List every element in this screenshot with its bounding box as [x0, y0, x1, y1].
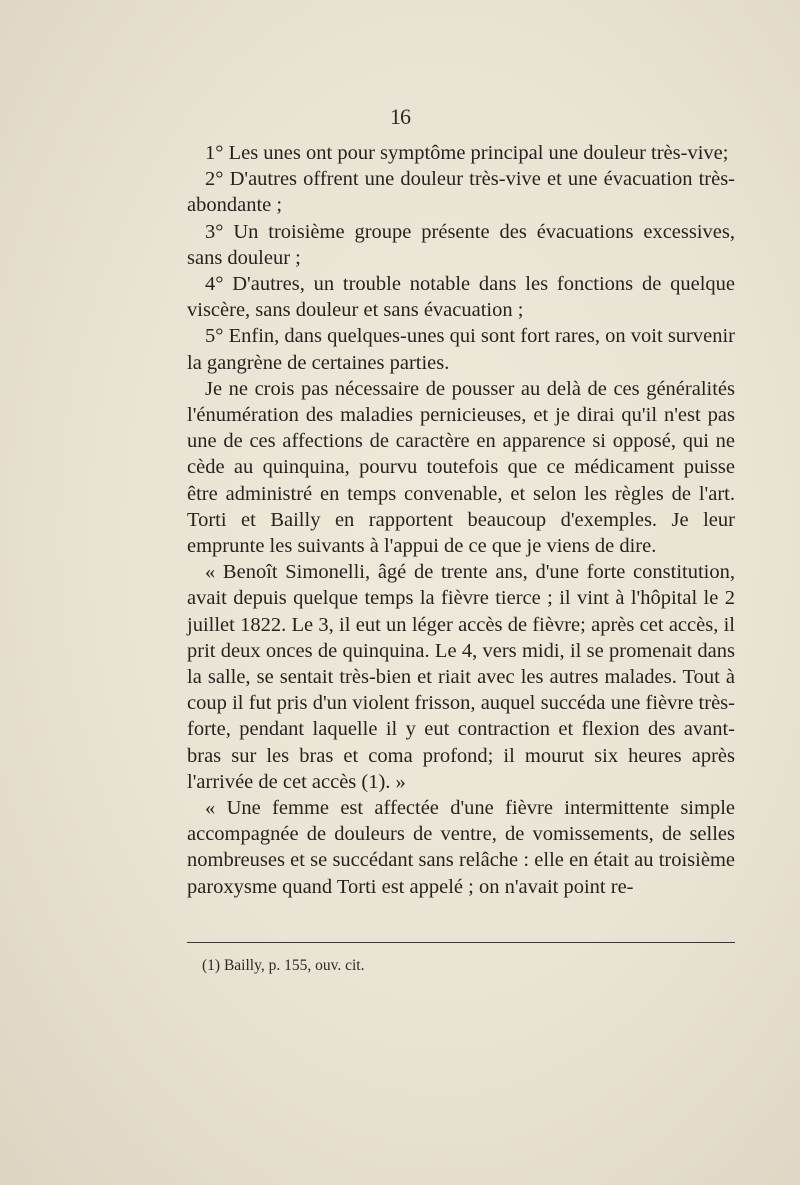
paragraph-8: « Une femme est affectée d'une fièvre intermittente simple accompagnée de douleurs de ventre, de vomissements, de selles nombreuses et se succédant sans relâche : elle en était au troisième paroxysme quand Torti est appelé ; on n'avait point re-: [187, 797, 735, 898]
paragraph-4: 4° D'autres, un trouble notable dans les fonctions de quelque viscère, sans douleur et sans évacuation ;: [187, 273, 735, 322]
footnote-rule: [187, 942, 735, 943]
page-number: 16: [390, 104, 410, 129]
footnote: (1) Bailly, p. 155, ouv. cit.: [202, 957, 365, 974]
paragraph-3: 3° Un troisième groupe présente des évacuations excessives, sans douleur ;: [187, 220, 735, 269]
paragraph-1: 1° Les unes ont pour symptôme principal une douleur très-vive;: [205, 142, 729, 164]
body-text: [187, 140, 735, 900]
paragraph-2: 2° D'autres offrent une douleur très-vive et une évacuation très-abondante ;: [187, 168, 735, 217]
paragraph-6: Je ne crois pas nécessaire de pousser au delà de ces généralités l'énumération des maladies pernicieuses, et je dirai qu'il n'est pas une de ces affections de caractère en apparence si opposé, qui ne cède au quinquina, pourvu toutefois que ce médicament puisse être administré en temps convenable, et selon les règles de l'art. Torti et Bailly en rapportent beaucoup d'exemples. Je leur emprunte les suivants à l'appui de ce que je viens de dire.: [187, 377, 735, 558]
paragraph-7: « Benoît Simonelli, âgé de trente ans, d'une forte constitution, avait depuis quelque temps la fièvre tierce ; il vint à l'hôpital le 2 juillet 1822. Le 3, il eut un léger accès de fièvre; après cet accès, il prit deux onces de quinquina. Le 4, vers midi, il se promenait dans la salle, se sentait très-bien et riait avec les autres malades. Tout à coup il fut pris d'un violent frisson, auquel succéda une fièvre très-forte, pendant laquelle il y eut contraction et flexion des avant-bras sur les bras et coma profond; il mourut six heures après l'arrivée de cet accès (1). »: [187, 561, 735, 793]
paragraph-5: 5° Enfin, dans quelques-unes qui sont fort rares, on voit survenir la gangrène de certaines parties.: [187, 325, 735, 374]
